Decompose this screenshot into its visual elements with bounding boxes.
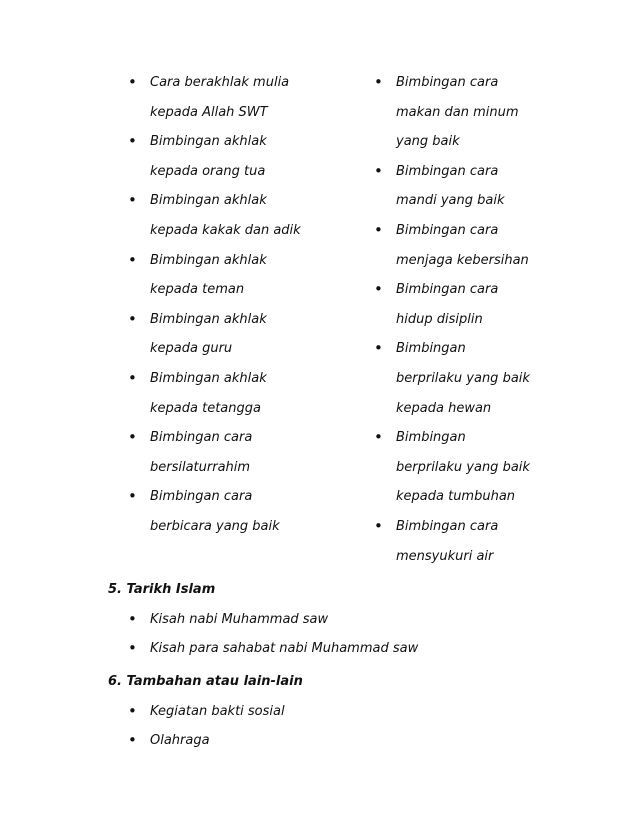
list-item bbox=[128, 423, 363, 482]
list-item bbox=[128, 482, 363, 541]
list-item-line: berprilaku yang baik bbox=[396, 459, 530, 475]
list-item-line: • Cara berakhlak mulia bbox=[150, 75, 290, 90]
right-column bbox=[374, 68, 614, 571]
list-item bbox=[128, 127, 363, 186]
list-item-line: kepada tumbuhan bbox=[396, 489, 516, 505]
list-item-line: yang baik bbox=[396, 134, 460, 150]
list-item-label: • Olahraga bbox=[150, 733, 210, 749]
list-item bbox=[374, 157, 614, 216]
list-item-line: • Bimbingan akhlak bbox=[150, 370, 267, 386]
section-bullet-list bbox=[128, 697, 608, 756]
list-item-line: kepada kakak dan adik bbox=[150, 222, 301, 238]
list-item bbox=[128, 697, 608, 727]
list-item-line: • Bimbingan akhlak bbox=[150, 193, 267, 209]
list-item-line: kepada guru bbox=[150, 341, 233, 357]
list-item-line: makan dan minum bbox=[396, 104, 519, 120]
list-item-line: • Bimbingan cara bbox=[150, 430, 253, 446]
list-item-line: • Bimbingan cara bbox=[396, 75, 499, 90]
list-item-line: berbicara yang baik bbox=[150, 518, 280, 534]
list-item-line: • Bimbingan cara bbox=[396, 282, 499, 298]
list-item bbox=[128, 726, 608, 756]
list-item-line: mandi yang baik bbox=[396, 193, 505, 209]
list-item bbox=[374, 334, 614, 423]
list-item bbox=[374, 423, 614, 512]
list-item bbox=[128, 68, 363, 127]
list-item-line: kepada orang tua bbox=[150, 163, 266, 179]
list-item-label: • Kisah nabi Muhammad saw bbox=[150, 611, 329, 627]
list-item bbox=[128, 246, 363, 305]
right-bullet-list bbox=[374, 68, 614, 571]
list-item-line: • Bimbingan cara bbox=[150, 489, 253, 505]
left-bullet-list bbox=[128, 68, 363, 542]
section-tambahan bbox=[108, 667, 608, 756]
list-item-label: • Kisah para sahabat nabi Muhammad saw bbox=[150, 641, 419, 657]
list-item bbox=[128, 305, 363, 364]
list-item bbox=[374, 216, 614, 275]
list-item-line: kepada tetangga bbox=[150, 400, 261, 416]
list-item-line: menjaga kebersihan bbox=[396, 252, 529, 268]
list-item-line: • Bimbingan bbox=[396, 341, 466, 357]
list-item-line: • Bimbingan akhlak bbox=[150, 311, 267, 327]
list-item-line: • Bimbingan akhlak bbox=[150, 252, 267, 268]
list-item-line: bersilaturrahim bbox=[150, 459, 251, 475]
left-column bbox=[128, 68, 363, 542]
list-item bbox=[128, 186, 363, 245]
list-item bbox=[128, 605, 608, 635]
section-tarikh-islam bbox=[108, 575, 608, 664]
list-item-line: berprilaku yang baik bbox=[396, 370, 530, 386]
list-item bbox=[374, 512, 614, 571]
list-item-line: • Bimbingan bbox=[396, 430, 466, 446]
list-item-label: • Kegiatan bakti sosial bbox=[150, 703, 285, 719]
list-item bbox=[374, 68, 614, 157]
list-item-line: • Bimbingan akhlak bbox=[150, 134, 267, 150]
list-item-line: • Bimbingan cara bbox=[396, 163, 499, 179]
list-item bbox=[374, 275, 614, 334]
section-heading: 5. Tarikh Islam bbox=[108, 582, 216, 597]
list-item bbox=[128, 634, 608, 664]
list-item-line: • Bimbingan cara bbox=[396, 518, 499, 534]
list-item-line: kepada teman bbox=[150, 282, 245, 298]
list-item-line: mensyukuri air bbox=[396, 548, 494, 564]
list-item-line: kepada hewan bbox=[396, 400, 492, 416]
list-item-line: hidup disiplin bbox=[396, 311, 483, 327]
list-item-line: kepada Allah SWT bbox=[150, 104, 268, 120]
section-heading: 6. Tambahan atau lain-lain bbox=[108, 674, 303, 689]
list-item bbox=[128, 364, 363, 423]
section-bullet-list bbox=[128, 605, 608, 664]
list-item-line: • Bimbingan cara bbox=[396, 222, 499, 238]
